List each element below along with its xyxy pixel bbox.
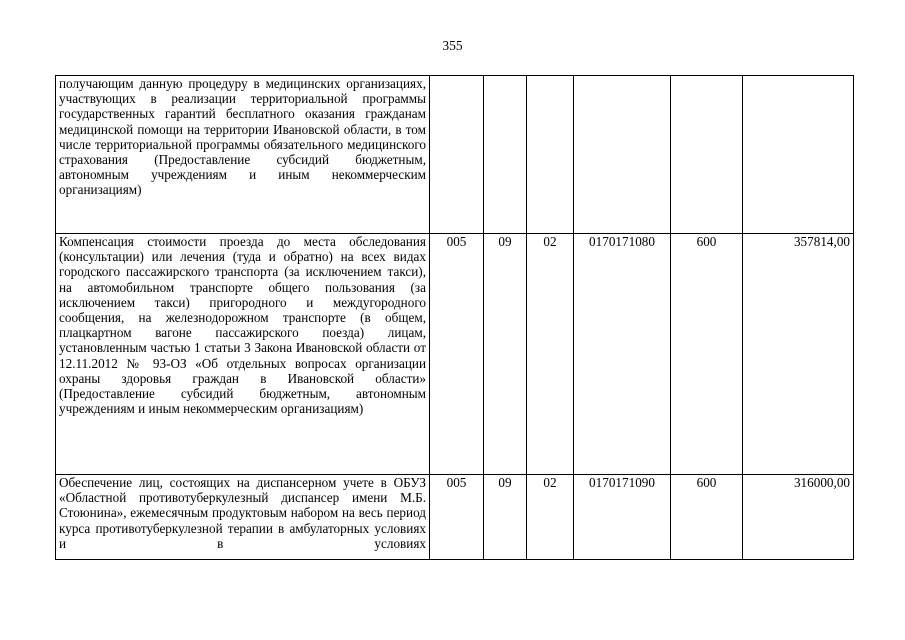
section-code-cell: 09 [484,475,527,560]
budget-table [55,75,854,560]
description-cell: Компенсация стоимости проезда до места обследования (консультации) или лечения (туда и обратно) на всех видах городского пассажирского транспорта (за исключением такси), на автомобильном транспорте общего пользования (за исключением такси) пригородного и междугородного сообщения, на железнодорожном транспорте (в общем, плацкартном вагоне пассажирского поезда) лицам, установленным частью 1 статьи 3 Закона Ивановской области от 12.11.2012 № 93-ОЗ «Об отдельных вопросах организации охраны здоровья граждан в Ивановской области» (Предоставление субсидий бюджетным, автономным учреждениям и иным некоммерческим организациям) [56,234,430,475]
amount-cell: 357814,00 [743,234,854,475]
table-row [56,475,854,560]
expense-type-cell: 600 [671,234,743,475]
expense-type-cell: 600 [671,475,743,560]
section-code-cell: 09 [484,234,527,475]
description-cell: Обеспечение лиц, состоящих на диспансерном учете в ОБУЗ «Областной противотуберкулезный диспансер имени М.Б. Стоюнина», ежемесячным продуктовым набором на весь период курса противотуберкулезной терапии в амбулаторных условиях и в условиях [56,475,430,560]
subsection-code-cell: 02 [527,234,574,475]
admin-code-cell: 005 [430,234,484,475]
amount-cell [743,76,854,234]
admin-code-cell [430,76,484,234]
expense-type-cell [671,76,743,234]
subsection-code-cell [527,76,574,234]
subsection-code-cell: 02 [527,475,574,560]
description-cell: получающим данную процедуру в медицинских организациях, участвующих в реализации территориальной программы государственных гарантий бесплатного оказания гражданам медицинской помощи на территории Ивановской области, в том числе территориальной программы обязательного медицинского страхования (Предоставление субсидий бюджетным, автономным учреждениям и иным некоммерческим организациям) [56,76,430,234]
target-article-cell: 0170171090 [574,475,671,560]
page-number: 355 [442,38,463,53]
table-row [56,76,854,234]
table-row [56,234,854,475]
target-article-cell [574,76,671,234]
admin-code-cell: 005 [430,475,484,560]
amount-cell: 316000,00 [743,475,854,560]
target-article-cell: 0170171080 [574,234,671,475]
section-code-cell [484,76,527,234]
